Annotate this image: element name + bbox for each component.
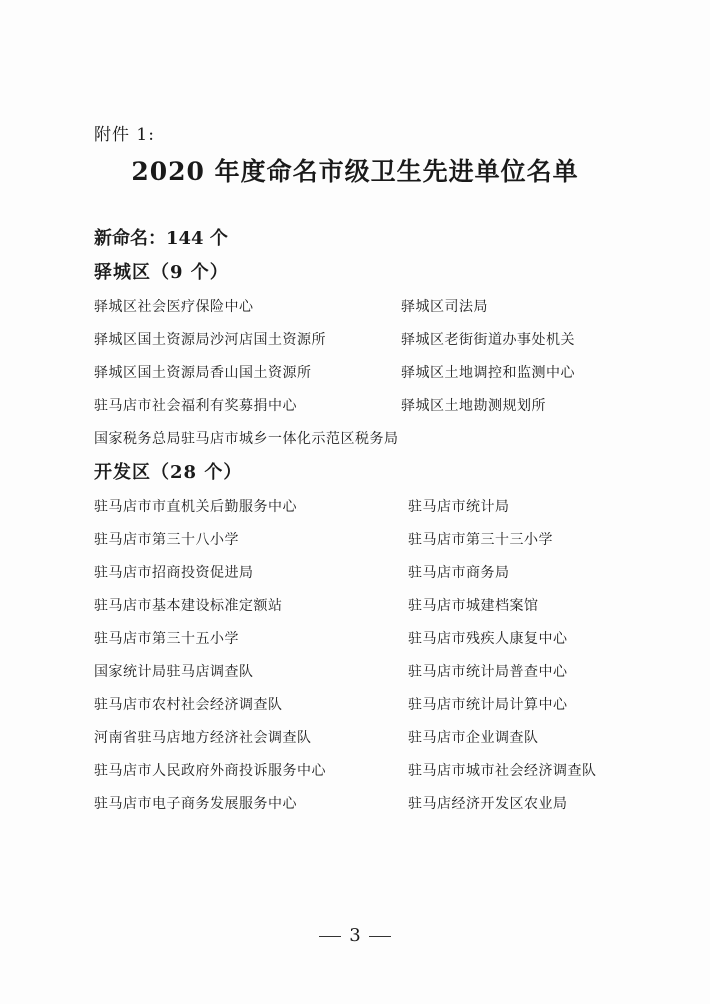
list-item: 驻马店市残疾人康复中心: [408, 631, 568, 647]
list-item: 国家统计局驻马店调查队: [94, 664, 254, 680]
list-item: 驻马店市统计局: [408, 499, 510, 515]
list-item: 驻马店市城市社会经济调查队: [408, 763, 597, 779]
list-item: 驿城区国土资源局沙河店国土资源所: [94, 332, 326, 348]
list-item: 驻马店市城建档案馆: [408, 598, 539, 614]
list-item: 驻马店经济开发区农业局: [408, 796, 568, 812]
list-item: 驻马店市人民政府外商投诉服务中心: [94, 763, 326, 779]
page-title: 2020 年度命名市级卫生先进单位名单: [131, 157, 579, 186]
dash-right: [369, 936, 391, 937]
list-item: 驿城区国土资源局香山国土资源所: [94, 365, 312, 381]
list-item: 驿城区社会医疗保险中心: [94, 299, 254, 315]
page-number-value: 3: [349, 925, 361, 946]
list-item: 驿城区老街街道办事处机关: [401, 332, 575, 348]
list-item: 驻马店市统计局普查中心: [408, 664, 568, 680]
list-item: 驻马店市企业调查队: [408, 730, 539, 746]
list-item: 驻马店市市直机关后勤服务中心: [94, 499, 297, 515]
list-item: 驻马店市第三十八小学: [94, 532, 239, 548]
page-number: [0, 925, 710, 946]
section-heading-yicheng: 驿城区（9 个）: [94, 262, 229, 283]
list-item: 驿城区土地调控和监测中心: [401, 365, 575, 381]
list-item: 驻马店市招商投资促进局: [94, 565, 254, 581]
list-item: 驻马店市基本建设标准定额站: [94, 598, 283, 614]
list-item: 驿城区司法局: [401, 299, 488, 315]
list-item: 驻马店市第三十五小学: [94, 631, 239, 647]
list-item: 驻马店市统计局计算中心: [408, 697, 568, 713]
list-item: 驿城区土地勘测规划所: [401, 398, 546, 414]
list-item: 河南省驻马店地方经济社会调查队: [94, 730, 312, 746]
dash-left: [319, 936, 341, 937]
list-item: 驻马店市农村社会经济调查队: [94, 697, 283, 713]
attachment-label: 附件 1:: [94, 125, 155, 145]
list-item: 国家税务总局驻马店市城乡一体化示范区税务局: [94, 431, 399, 447]
list-item: 驻马店市商务局: [408, 565, 510, 581]
list-item: 驻马店市社会福利有奖募捐中心: [94, 398, 297, 414]
section-heading-kaifaqu: 开发区（28 个）: [94, 462, 243, 483]
summary-count: 新命名：144 个: [94, 228, 228, 249]
list-item: 驻马店市第三十三小学: [408, 532, 553, 548]
list-item: 驻马店市电子商务发展服务中心: [94, 796, 297, 812]
